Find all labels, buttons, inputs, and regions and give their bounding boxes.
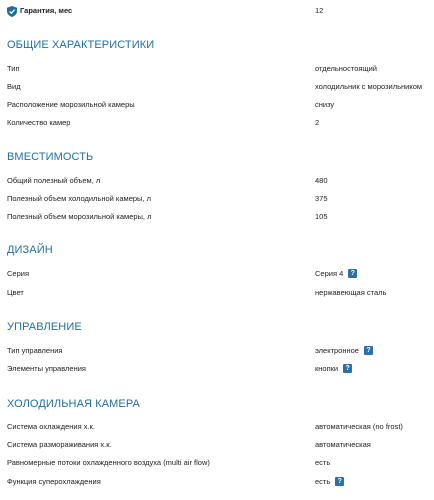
spec-row-fridge-volume [0,190,434,208]
help-icon[interactable]: ? [348,269,357,278]
spec-row-warranty [0,2,434,20]
spec-value-text: 480 [315,176,328,185]
spec-value [315,96,434,114]
spec-label: Система размораживания х.к. [7,440,112,449]
spec-label: Серия [7,269,30,278]
spec-label: Расположение морозильной камеры [7,100,135,109]
spec-row-control-elements [0,360,434,378]
spec-value-text: 2 [315,118,320,127]
spec-value-text: нержавеющая сталь [315,288,387,297]
spec-row-total-volume [0,172,434,190]
spec-value [315,418,434,436]
spec-label: Общий полезный объем, л [7,176,101,185]
spec-label: Цвет [7,288,24,297]
spec-row-cooling-system [0,418,434,436]
spec-value-text: 375 [315,194,328,203]
spec-label: Полезный объем морозильной камеры, л [7,212,152,221]
spec-label: Равномерные потоки охлажденного воздуха (multi air flow) [7,458,210,467]
spec-value [315,342,434,360]
spec-label: Элементы управления [7,364,86,373]
help-icon[interactable]: ? [343,364,352,373]
spec-value-text: кнопки [315,364,339,373]
spec-row-color [0,284,434,302]
spec-label: Количество камер [7,118,71,127]
spec-value [315,2,434,20]
spec-value-text: электронное [315,346,359,355]
section-title-capacity: ВМЕСТИМОСТЬ [7,151,94,163]
spec-value-text: отдельностоящий [315,64,377,73]
spec-value-text: 12 [315,6,324,15]
spec-value [315,284,434,302]
spec-value-text: автоматическая [315,440,371,449]
spec-row-control-type [0,342,434,360]
spec-row-freezer-location [0,96,434,114]
spec-value [315,78,434,96]
help-icon[interactable]: ? [364,346,373,355]
section-title-general: ОБЩИЕ ХАРАКТЕРИСТИКИ [7,39,155,51]
spec-value-text: есть [315,458,331,467]
shield-check-icon [7,6,17,17]
spec-value-text: холодильник с морозильником [315,82,423,91]
spec-label: Система охлаждения х.к. [7,422,95,431]
spec-label: Гарантия, мес [20,6,73,15]
spec-label: Функция суперохлаждения [7,477,101,486]
section-title-control: УПРАВЛЕНИЕ [7,321,82,333]
spec-value [315,473,434,491]
spec-label: Полезный объем холодильной камеры, л [7,194,151,203]
spec-value [315,60,434,78]
spec-value [315,114,434,132]
spec-row-freezer-volume [0,208,434,226]
spec-row-defrost-system [0,436,434,454]
spec-row-kind [0,78,434,96]
spec-value [315,190,434,208]
spec-row-series [0,265,434,283]
spec-value [315,360,434,378]
spec-value-text: есть [315,477,331,486]
spec-row-type [0,60,434,78]
spec-row-compartments [0,114,434,132]
spec-row-multi-air-flow [0,454,434,472]
spec-label: Тип [7,64,20,73]
spec-value-text: Серия 4 [315,269,344,278]
section-title-design: ДИЗАЙН [7,244,53,256]
spec-value [315,454,434,472]
spec-value-text: 105 [315,212,328,221]
spec-value [315,172,434,190]
spec-label: Вид [7,82,21,91]
spec-value-text: автоматическая (no frost) [315,422,403,431]
spec-value-text: снизу [315,100,335,109]
spec-value [315,436,434,454]
help-icon[interactable]: ? [335,477,344,486]
section-title-fridge: ХОЛОДИЛЬНАЯ КАМЕРА [7,398,140,410]
spec-row-super-cooling [0,473,434,491]
spec-label: Тип управления [7,346,63,355]
spec-value [315,208,434,226]
spec-value [315,265,434,283]
